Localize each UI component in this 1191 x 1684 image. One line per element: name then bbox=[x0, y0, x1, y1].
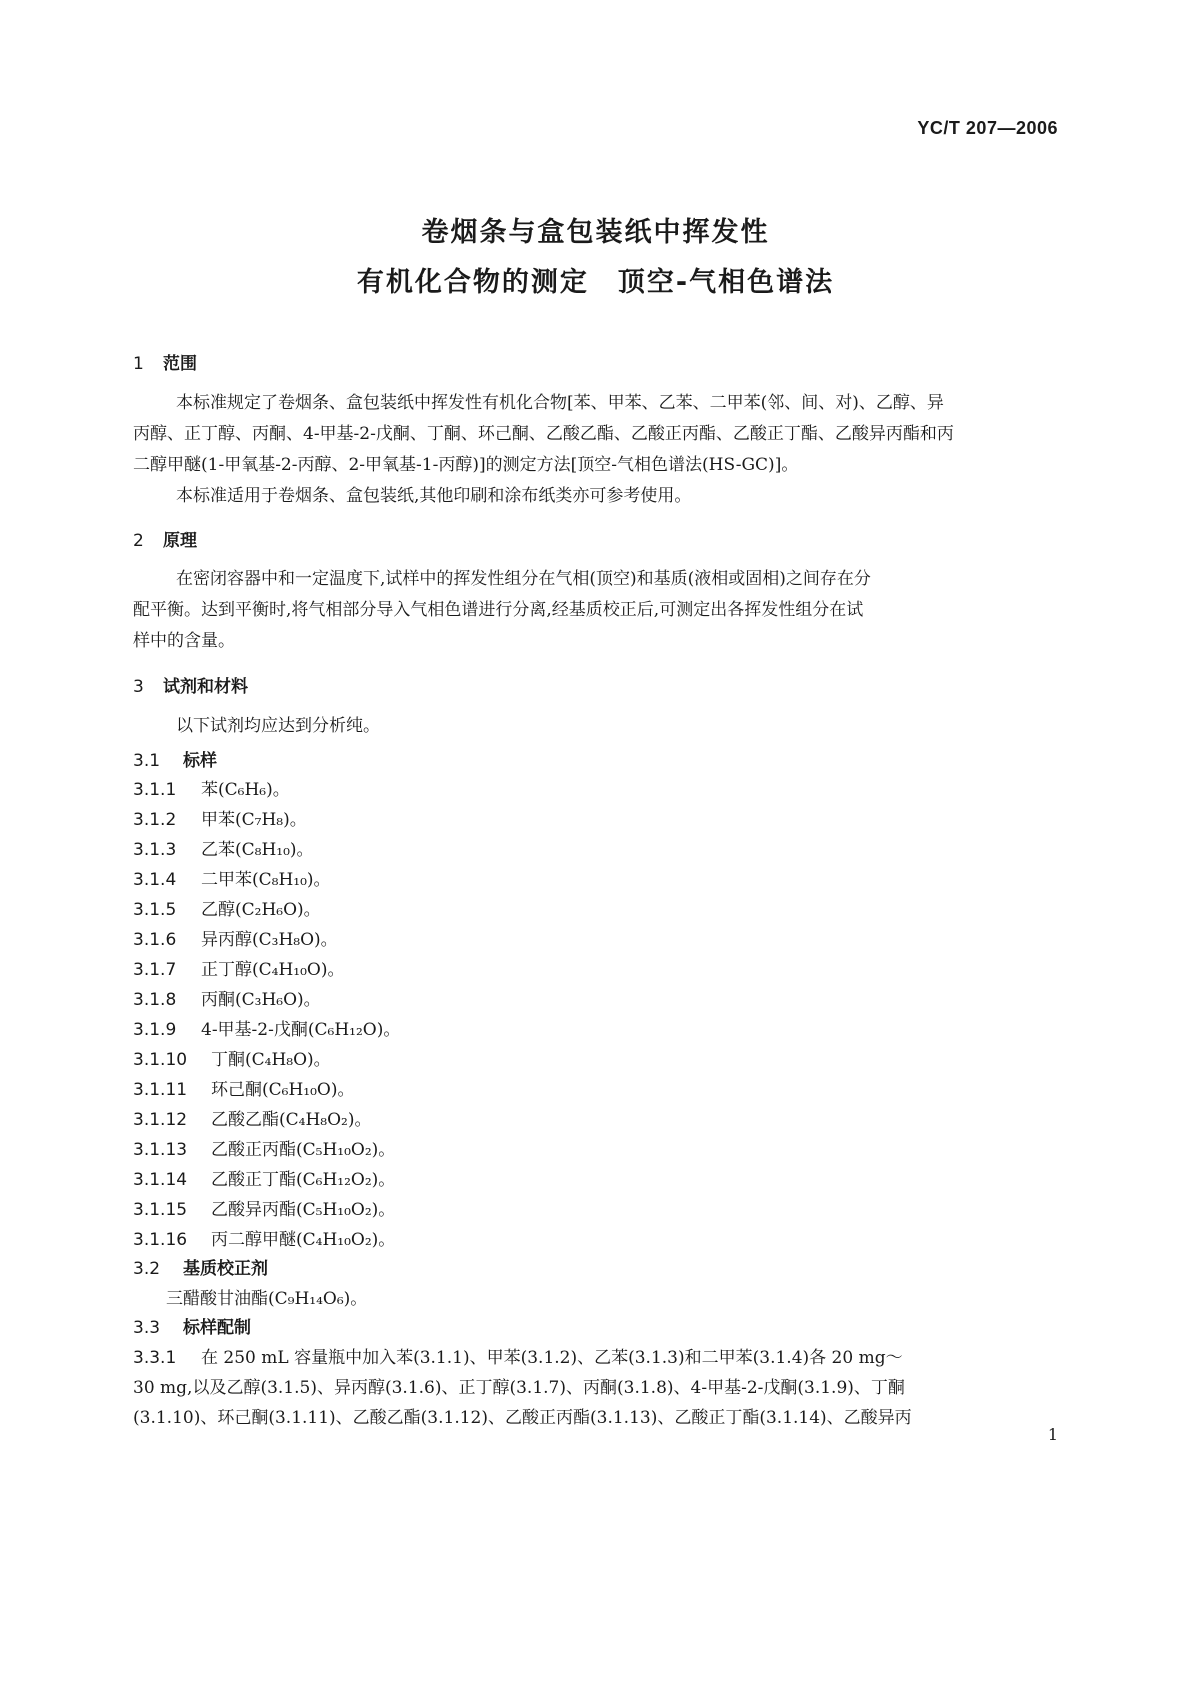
section-2-heading bbox=[133, 526, 1058, 551]
list-item bbox=[133, 865, 1058, 890]
item-text: 苯(C₆H₆)。 bbox=[201, 780, 290, 800]
item-text: 乙苯(C₈H₁₀)。 bbox=[201, 840, 314, 860]
item-text: 乙酸乙酯(C₄H₈O₂)。 bbox=[211, 1110, 372, 1130]
paragraph: 三醋酸甘油酯(C₉H₁₄O₆)。 bbox=[166, 1289, 368, 1309]
item-number: 3.1.9 bbox=[133, 1020, 177, 1040]
list-item bbox=[133, 1165, 1058, 1190]
item-number: 3.1.16 bbox=[133, 1230, 188, 1250]
list-item bbox=[133, 1135, 1058, 1160]
list-item bbox=[133, 1045, 1058, 1070]
list-item bbox=[133, 1015, 1058, 1040]
paragraph-continuation: 丙醇、正丁醇、丙酮、4-甲基-2-戊酮、丁酮、环己酮、乙酸乙酯、乙酸正丙酯、乙酸正丁酯、乙酸异丙酯和丙 bbox=[133, 424, 954, 444]
subsection-title: 标样 bbox=[183, 751, 217, 771]
item-text: 甲苯(C₇H₈)。 bbox=[201, 810, 307, 830]
section-1-heading bbox=[133, 349, 1058, 374]
item-number: 3.1.13 bbox=[133, 1140, 188, 1160]
item-number: 3.1.8 bbox=[133, 990, 177, 1010]
item-number: 3.1.12 bbox=[133, 1110, 188, 1130]
list-item bbox=[133, 955, 1058, 980]
section-title: 试剂和材料 bbox=[163, 677, 248, 697]
paragraph-continuation: (3.1.10)、环己酮(3.1.11)、乙酸乙酯(3.1.12)、乙酸正丙酯(3.1.13)、乙酸正丁酯(3.1.14)、乙酸异丙 bbox=[133, 1408, 912, 1428]
list-item bbox=[133, 1105, 1058, 1130]
list-item bbox=[133, 1075, 1058, 1100]
section-number: 3 bbox=[133, 677, 144, 697]
item-text: 环己酮(C₆H₁₀O)。 bbox=[211, 1080, 355, 1100]
item-text: 异丙醇(C₃H₈O)。 bbox=[201, 930, 338, 950]
subsection-number: 3.1 bbox=[133, 751, 161, 771]
paragraph-continuation: 样中的含量。 bbox=[133, 631, 235, 651]
title-line-1: 卷烟条与盒包装纸中挥发性 bbox=[421, 217, 770, 248]
subsection-title: 基质校正剂 bbox=[183, 1259, 268, 1279]
list-item bbox=[133, 805, 1058, 830]
item-text: 丁酮(C₄H₈O)。 bbox=[211, 1050, 331, 1070]
item-number: 3.1.4 bbox=[133, 870, 177, 890]
paragraph-continuation: 30 mg,以及乙醇(3.1.5)、异丙醇(3.1.6)、正丁醇(3.1.7)、丙酮(3.1.8)、4-甲基-2-戊酮(3.1.9)、丁酮 bbox=[133, 1378, 905, 1398]
clause-3-3-1 bbox=[133, 1343, 1058, 1368]
item-number: 3.1.11 bbox=[133, 1080, 188, 1100]
section-number: 2 bbox=[133, 531, 144, 551]
item-text: 乙酸正丁酯(C₆H₁₂O₂)。 bbox=[211, 1170, 396, 1190]
list-item bbox=[133, 1195, 1058, 1220]
section-number: 1 bbox=[133, 354, 144, 374]
subsection-number: 3.2 bbox=[133, 1259, 161, 1279]
item-number: 3.1.6 bbox=[133, 930, 177, 950]
page-number: 1 bbox=[1047, 1425, 1058, 1444]
paragraph-continuation: 二醇甲醚(1-甲氧基-2-丙醇、2-甲氧基-1-丙醇)]的测定方法[顶空-气相色谱法(HS-GC)]。 bbox=[133, 455, 799, 475]
list-item bbox=[133, 895, 1058, 920]
list-item bbox=[133, 985, 1058, 1010]
item-number: 3.1.15 bbox=[133, 1200, 188, 1220]
item-number: 3.1.3 bbox=[133, 840, 177, 860]
paragraph-continuation: 配平衡。达到平衡时,将气相部分导入气相色谱进行分离,经基质校正后,可测定出各挥发性组分在试 bbox=[133, 600, 864, 620]
paragraph: 本标准规定了卷烟条、盒包装纸中挥发性有机化合物[苯、甲苯、乙苯、二甲苯(邻、间、对)、乙醇、异 bbox=[176, 393, 944, 413]
standard-code: YC/T 207—2006 bbox=[917, 118, 1058, 138]
item-text: 二甲苯(C₈H₁₀)。 bbox=[201, 870, 331, 890]
item-text: 丙二醇甲醚(C₄H₁₀O₂)。 bbox=[211, 1230, 396, 1250]
item-number: 3.1.10 bbox=[133, 1050, 188, 1070]
item-text: 乙酸异丙酯(C₅H₁₀O₂)。 bbox=[211, 1200, 396, 1220]
list-item bbox=[133, 775, 1058, 800]
subsection-number: 3.3 bbox=[133, 1318, 161, 1338]
item-text: 正丁醇(C₄H₁₀O)。 bbox=[201, 960, 345, 980]
item-number: 3.1.14 bbox=[133, 1170, 188, 1190]
document-title bbox=[0, 208, 1191, 308]
item-text: 4-甲基-2-戊酮(C₆H₁₂O)。 bbox=[201, 1020, 401, 1040]
subsection-3-3-heading bbox=[133, 1313, 1058, 1338]
title-line-2: 有机化合物的测定 顶空-气相色谱法 bbox=[356, 267, 835, 298]
section-title: 范围 bbox=[163, 354, 197, 374]
paragraph: 以下试剂均应达到分析纯。 bbox=[176, 716, 380, 736]
item-text: 在 250 mL 容量瓶中加入苯(3.1.1)、甲苯(3.1.2)、乙苯(3.1.3)和二甲苯(3.1.4)各 20 mg～ bbox=[201, 1348, 903, 1368]
item-text: 乙酸正丙酯(C₅H₁₀O₂)。 bbox=[211, 1140, 396, 1160]
item-number: 3.1.7 bbox=[133, 960, 177, 980]
paragraph: 本标准适用于卷烟条、盒包装纸,其他印刷和涂布纸类亦可参考使用。 bbox=[176, 486, 692, 506]
list-item bbox=[133, 835, 1058, 860]
item-number: 3.1.2 bbox=[133, 810, 177, 830]
item-number: 3.1.1 bbox=[133, 780, 177, 800]
item-text: 乙醇(C₂H₆O)。 bbox=[201, 900, 321, 920]
section-3-heading bbox=[133, 672, 1058, 697]
list-item bbox=[133, 1225, 1058, 1250]
item-number: 3.1.5 bbox=[133, 900, 177, 920]
item-text: 丙酮(C₃H₆O)。 bbox=[201, 990, 321, 1010]
subsection-3-1-heading bbox=[133, 746, 1058, 771]
subsection-3-2-heading bbox=[133, 1254, 1058, 1279]
paragraph: 在密闭容器中和一定温度下,试样中的挥发性组分在气相(顶空)和基质(液相或固相)之间存在分 bbox=[176, 569, 871, 589]
section-title: 原理 bbox=[163, 531, 197, 551]
subsection-title: 标样配制 bbox=[183, 1318, 251, 1338]
item-number: 3.3.1 bbox=[133, 1348, 177, 1368]
list-item bbox=[133, 925, 1058, 950]
